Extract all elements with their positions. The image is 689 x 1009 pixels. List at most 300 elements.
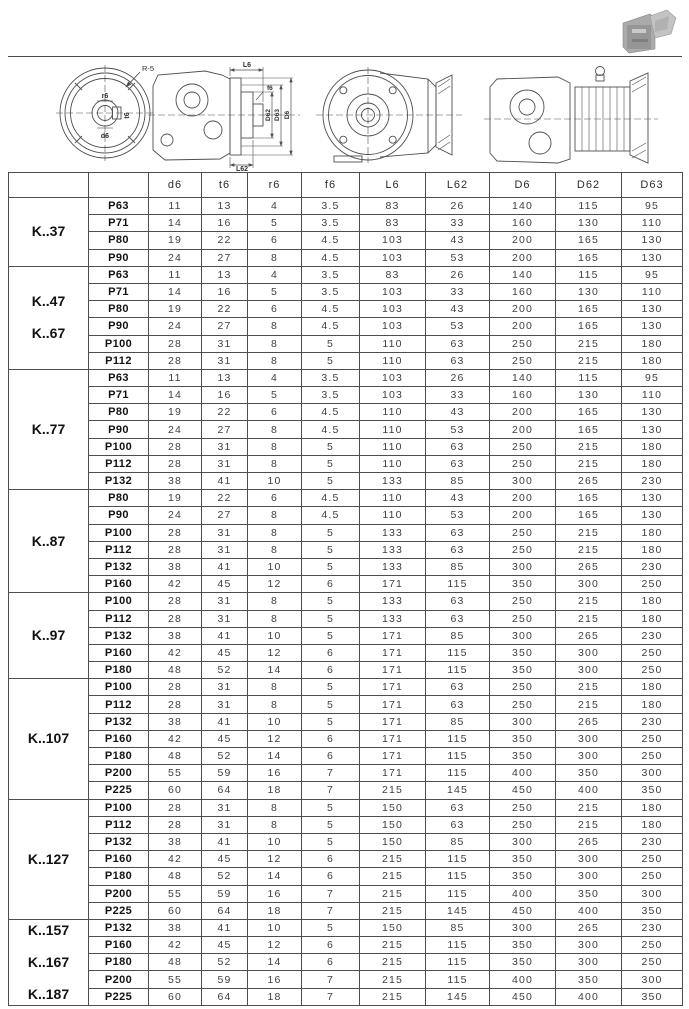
dimension-value-cell: 171 xyxy=(360,730,426,747)
dimension-value-cell: 250 xyxy=(622,954,683,971)
dimension-value-cell: 6 xyxy=(248,404,302,421)
table-row xyxy=(9,868,683,885)
dimension-value-cell: 133 xyxy=(360,593,426,610)
group-label-cell xyxy=(9,919,89,1005)
dimension-value-cell: 5 xyxy=(302,524,360,541)
dimension-value-cell: 48 xyxy=(149,868,202,885)
dimension-value-cell: 5 xyxy=(302,455,360,472)
motor-size-cell: P132 xyxy=(89,558,149,575)
dimension-value-cell: 145 xyxy=(426,902,490,919)
dimension-value-cell: 5 xyxy=(302,541,360,558)
dimension-value-cell: 6 xyxy=(248,490,302,507)
D63-dim-label: D63 xyxy=(274,109,281,121)
dimension-value-cell: 5 xyxy=(302,352,360,369)
dimension-value-cell: 16 xyxy=(248,885,302,902)
dimension-value-cell: 10 xyxy=(248,473,302,490)
dimension-value-cell: 133 xyxy=(360,541,426,558)
dimension-value-cell: 13 xyxy=(202,198,248,215)
dimension-value-cell: 5 xyxy=(302,438,360,455)
dimension-value-cell: 63 xyxy=(426,352,490,369)
dimension-value-cell: 6 xyxy=(302,662,360,679)
dimension-value-cell: 5 xyxy=(302,799,360,816)
dimension-value-cell: 60 xyxy=(149,782,202,799)
table-row xyxy=(9,404,683,421)
dimension-value-cell: 8 xyxy=(248,507,302,524)
dimension-value-cell: 28 xyxy=(149,679,202,696)
dimension-value-cell: 43 xyxy=(426,232,490,249)
motor-size-cell: P160 xyxy=(89,576,149,593)
dimension-value-cell: 115 xyxy=(556,369,622,386)
dimension-value-cell: 26 xyxy=(426,369,490,386)
dimension-value-cell: 180 xyxy=(622,696,683,713)
dimension-value-cell: 22 xyxy=(202,232,248,249)
dimension-value-cell: 31 xyxy=(202,541,248,558)
dimension-value-cell: 140 xyxy=(490,369,556,386)
dimension-value-cell: 215 xyxy=(360,937,426,954)
dimension-value-cell: 350 xyxy=(490,662,556,679)
dimension-value-cell: 171 xyxy=(360,696,426,713)
dimension-value-cell: 110 xyxy=(360,438,426,455)
dimension-value-cell: 3.5 xyxy=(302,387,360,404)
dimension-value-cell: 350 xyxy=(490,576,556,593)
motor-size-cell: P100 xyxy=(89,335,149,352)
dimension-value-cell: 215 xyxy=(556,352,622,369)
dimension-value-cell: 11 xyxy=(149,198,202,215)
dimension-value-cell: 165 xyxy=(556,318,622,335)
motor-size-cell: P100 xyxy=(89,799,149,816)
dimension-value-cell: 10 xyxy=(248,558,302,575)
motor-size-cell: P100 xyxy=(89,438,149,455)
motor-size-cell: P160 xyxy=(89,937,149,954)
dimension-value-cell: 171 xyxy=(360,765,426,782)
dimension-value-cell: 3.5 xyxy=(302,266,360,283)
dimension-value-cell: 400 xyxy=(490,765,556,782)
table-row xyxy=(9,198,683,215)
motor-size-cell: P112 xyxy=(89,541,149,558)
dimension-value-cell: 140 xyxy=(490,198,556,215)
dimension-value-cell: 130 xyxy=(622,318,683,335)
dimension-value-cell: 4.5 xyxy=(302,301,360,318)
table-row xyxy=(9,919,683,936)
dimension-value-cell: 5 xyxy=(248,387,302,404)
dimension-value-cell: 38 xyxy=(149,919,202,936)
dimension-value-cell: 6 xyxy=(302,644,360,661)
dimension-value-cell: 83 xyxy=(360,215,426,232)
dimension-value-cell: 115 xyxy=(556,198,622,215)
table-row xyxy=(9,885,683,902)
dimension-value-cell: 5 xyxy=(302,919,360,936)
dimension-value-cell: 42 xyxy=(149,937,202,954)
dimension-value-cell: 350 xyxy=(622,988,683,1005)
motor-size-cell: P80 xyxy=(89,404,149,421)
L6-dim-label: L6 xyxy=(242,62,252,69)
r6-dim-label: r6 xyxy=(101,93,109,100)
column-header: d6 xyxy=(149,173,202,198)
table-row xyxy=(9,335,683,352)
dimension-value-cell: 215 xyxy=(360,988,426,1005)
dimension-value-cell: 110 xyxy=(360,421,426,438)
group-label: K..37 xyxy=(31,223,66,240)
dimension-value-cell: 5 xyxy=(302,713,360,730)
dimension-value-cell: 103 xyxy=(360,249,426,266)
table-row xyxy=(9,748,683,765)
dimension-value-cell: 8 xyxy=(248,679,302,696)
dimension-value-cell: 28 xyxy=(149,610,202,627)
dimension-value-cell: 110 xyxy=(360,455,426,472)
dimension-value-cell: 215 xyxy=(360,954,426,971)
dimension-value-cell: 48 xyxy=(149,748,202,765)
dimension-value-cell: 6 xyxy=(302,730,360,747)
flange-callout-label: R-5 xyxy=(142,64,155,73)
dimension-value-cell: 350 xyxy=(556,765,622,782)
dimension-value-cell: 350 xyxy=(490,868,556,885)
dimension-value-cell: 133 xyxy=(360,610,426,627)
dimension-value-cell: 250 xyxy=(490,438,556,455)
table-row xyxy=(9,799,683,816)
dimension-value-cell: 115 xyxy=(426,730,490,747)
dimension-value-cell: 31 xyxy=(202,610,248,627)
motor-size-cell: P180 xyxy=(89,748,149,765)
dimension-value-cell: 43 xyxy=(426,301,490,318)
group-label: K..127 xyxy=(27,850,70,867)
dimension-value-cell: 41 xyxy=(202,833,248,850)
dimension-value-cell: 19 xyxy=(149,404,202,421)
dimension-value-cell: 110 xyxy=(622,215,683,232)
motor-size-cell: P100 xyxy=(89,593,149,610)
dimension-value-cell: 115 xyxy=(426,765,490,782)
dimension-value-cell: 31 xyxy=(202,679,248,696)
dimension-value-cell: 10 xyxy=(248,713,302,730)
dimension-value-cell: 7 xyxy=(302,885,360,902)
dimension-value-cell: 28 xyxy=(149,335,202,352)
dimension-value-cell: 95 xyxy=(622,198,683,215)
dimension-value-cell: 215 xyxy=(556,799,622,816)
dimension-value-cell: 215 xyxy=(556,696,622,713)
dimension-value-cell: 55 xyxy=(149,971,202,988)
dimension-value-cell: 110 xyxy=(360,490,426,507)
dimension-value-cell: 16 xyxy=(202,283,248,300)
motor-size-cell: P71 xyxy=(89,283,149,300)
dimension-value-cell: 5 xyxy=(248,283,302,300)
table-row xyxy=(9,730,683,747)
dimension-value-cell: 8 xyxy=(248,593,302,610)
dimension-value-cell: 171 xyxy=(360,627,426,644)
dimension-value-cell: 28 xyxy=(149,524,202,541)
dimension-value-cell: 53 xyxy=(426,318,490,335)
dimension-value-cell: 26 xyxy=(426,266,490,283)
dimension-value-cell: 12 xyxy=(248,644,302,661)
dimension-value-cell: 53 xyxy=(426,249,490,266)
table-row xyxy=(9,438,683,455)
dimension-value-cell: 150 xyxy=(360,799,426,816)
table-row xyxy=(9,215,683,232)
dimension-value-cell: 130 xyxy=(622,249,683,266)
motor-size-cell: P160 xyxy=(89,644,149,661)
dimension-value-cell: 6 xyxy=(302,937,360,954)
motor-side-view-drawing xyxy=(484,67,658,164)
dimension-value-cell: 4 xyxy=(248,198,302,215)
dimension-value-cell: 7 xyxy=(302,988,360,1005)
dimension-value-cell: 45 xyxy=(202,576,248,593)
dimension-value-cell: 3.5 xyxy=(302,283,360,300)
dimension-value-cell: 215 xyxy=(556,455,622,472)
dimension-value-cell: 250 xyxy=(622,868,683,885)
dimension-value-cell: 33 xyxy=(426,215,490,232)
dimension-value-cell: 31 xyxy=(202,816,248,833)
dimension-value-cell: 28 xyxy=(149,696,202,713)
table-row xyxy=(9,937,683,954)
dimension-value-cell: 85 xyxy=(426,919,490,936)
dimension-value-cell: 59 xyxy=(202,971,248,988)
motor-size-cell: P200 xyxy=(89,971,149,988)
dimension-value-cell: 350 xyxy=(556,885,622,902)
table-row xyxy=(9,713,683,730)
dimension-value-cell: 250 xyxy=(622,937,683,954)
dimension-value-cell: 300 xyxy=(556,576,622,593)
column-header: f6 xyxy=(302,173,360,198)
dimension-value-cell: 48 xyxy=(149,954,202,971)
dimension-value-cell: 250 xyxy=(490,816,556,833)
dimension-value-cell: 38 xyxy=(149,558,202,575)
dimension-value-cell: 180 xyxy=(622,593,683,610)
dimension-value-cell: 265 xyxy=(556,919,622,936)
dimension-value-cell: 8 xyxy=(248,438,302,455)
table-row xyxy=(9,524,683,541)
dimension-value-cell: 250 xyxy=(490,696,556,713)
motor-size-cell: P180 xyxy=(89,868,149,885)
dimension-value-cell: 180 xyxy=(622,335,683,352)
dimension-value-cell: 3.5 xyxy=(302,369,360,386)
dimension-value-cell: 6 xyxy=(302,868,360,885)
dimension-value-cell: 250 xyxy=(490,455,556,472)
dimension-value-cell: 230 xyxy=(622,833,683,850)
dimension-value-cell: 250 xyxy=(622,662,683,679)
table-row xyxy=(9,455,683,472)
dimension-value-cell: 63 xyxy=(426,593,490,610)
dimension-value-cell: 400 xyxy=(556,988,622,1005)
dimension-value-cell: 130 xyxy=(622,490,683,507)
dimension-value-cell: 28 xyxy=(149,455,202,472)
dimension-value-cell: 31 xyxy=(202,455,248,472)
dimension-value-cell: 115 xyxy=(426,971,490,988)
dimension-value-cell: 52 xyxy=(202,662,248,679)
t6-dim-label: t6 xyxy=(124,112,131,119)
dimension-value-cell: 130 xyxy=(622,301,683,318)
dimension-value-cell: 215 xyxy=(360,971,426,988)
dimension-value-cell: 115 xyxy=(556,266,622,283)
group-label-cell xyxy=(9,369,89,489)
dimension-value-cell: 300 xyxy=(622,971,683,988)
dimension-value-cell: 5 xyxy=(302,833,360,850)
dimension-value-cell: 160 xyxy=(490,283,556,300)
dimension-value-cell: 41 xyxy=(202,558,248,575)
dimension-value-cell: 103 xyxy=(360,283,426,300)
dimension-value-cell: 165 xyxy=(556,421,622,438)
motor-size-cell: P71 xyxy=(89,387,149,404)
column-header: D62 xyxy=(556,173,622,198)
dimension-value-cell: 5 xyxy=(302,696,360,713)
dimension-value-cell: 130 xyxy=(556,387,622,404)
header-divider xyxy=(8,56,682,57)
dimension-value-cell: 110 xyxy=(622,387,683,404)
table-row xyxy=(9,490,683,507)
dimension-value-cell: 4.5 xyxy=(302,318,360,335)
dimension-value-cell: 350 xyxy=(622,902,683,919)
dimension-value-cell: 3.5 xyxy=(302,198,360,215)
dimension-value-cell: 130 xyxy=(622,421,683,438)
dimension-value-cell: 165 xyxy=(556,404,622,421)
dimension-value-cell: 7 xyxy=(302,765,360,782)
d6-dim-label: d6 xyxy=(100,133,110,140)
dimension-value-cell: 200 xyxy=(490,421,556,438)
dimension-value-cell: 5 xyxy=(302,335,360,352)
dimension-value-cell: 200 xyxy=(490,318,556,335)
dimension-value-cell: 85 xyxy=(426,627,490,644)
dimension-value-cell: 300 xyxy=(622,765,683,782)
dimension-value-cell: 300 xyxy=(490,919,556,936)
dimension-value-cell: 300 xyxy=(556,644,622,661)
dimension-value-cell: 11 xyxy=(149,266,202,283)
dimension-value-cell: 6 xyxy=(302,748,360,765)
dimension-value-cell: 7 xyxy=(302,902,360,919)
motor-size-cell: P112 xyxy=(89,352,149,369)
dimension-value-cell: 16 xyxy=(202,215,248,232)
table-row xyxy=(9,954,683,971)
dimension-value-cell: 115 xyxy=(426,851,490,868)
motor-size-cell: P90 xyxy=(89,249,149,266)
L62-dim-label: L62 xyxy=(235,166,249,172)
motor-size-cell: P80 xyxy=(89,490,149,507)
dimension-value-cell: 27 xyxy=(202,507,248,524)
dimension-value-cell: 3.5 xyxy=(302,215,360,232)
dimension-value-cell: 5 xyxy=(302,816,360,833)
dimension-value-cell: 180 xyxy=(622,610,683,627)
dimension-value-cell: 24 xyxy=(149,507,202,524)
dimension-value-cell: 83 xyxy=(360,266,426,283)
dimension-value-cell: 13 xyxy=(202,266,248,283)
dimension-value-cell: 215 xyxy=(556,541,622,558)
group-label-cell xyxy=(9,266,89,369)
dimension-value-cell: 265 xyxy=(556,627,622,644)
dimension-value-cell: 230 xyxy=(622,919,683,936)
dimension-value-cell: 63 xyxy=(426,455,490,472)
dimension-value-cell: 115 xyxy=(426,662,490,679)
dimension-value-cell: 60 xyxy=(149,902,202,919)
dimension-value-cell: 180 xyxy=(622,799,683,816)
dimension-value-cell: 60 xyxy=(149,988,202,1005)
dimension-value-cell: 230 xyxy=(622,627,683,644)
dimension-value-cell: 8 xyxy=(248,799,302,816)
dimension-value-cell: 145 xyxy=(426,782,490,799)
table-row xyxy=(9,627,683,644)
column-header: L6 xyxy=(360,173,426,198)
dimension-value-cell: 250 xyxy=(490,524,556,541)
group-label: K..67 xyxy=(31,325,66,342)
dimension-value-cell: 115 xyxy=(426,576,490,593)
group-label: K..87 xyxy=(31,532,66,549)
dimension-value-cell: 4.5 xyxy=(302,490,360,507)
dimension-value-cell: 265 xyxy=(556,558,622,575)
dimension-value-cell: 200 xyxy=(490,232,556,249)
dimension-value-cell: 28 xyxy=(149,352,202,369)
dimension-value-cell: 8 xyxy=(248,335,302,352)
table-row xyxy=(9,782,683,799)
dimension-value-cell: 6 xyxy=(302,851,360,868)
dimension-value-cell: 350 xyxy=(490,851,556,868)
dimension-value-cell: 200 xyxy=(490,301,556,318)
dimension-value-cell: 14 xyxy=(149,387,202,404)
dimension-value-cell: 18 xyxy=(248,988,302,1005)
dimension-value-cell: 5 xyxy=(302,473,360,490)
table-row xyxy=(9,833,683,850)
table-row xyxy=(9,301,683,318)
column-header: t6 xyxy=(202,173,248,198)
dimension-value-cell: 103 xyxy=(360,301,426,318)
dimension-value-cell: 180 xyxy=(622,816,683,833)
dimension-value-cell: 31 xyxy=(202,352,248,369)
table-row xyxy=(9,421,683,438)
dimension-value-cell: 18 xyxy=(248,782,302,799)
dimension-value-cell: 300 xyxy=(490,627,556,644)
dimension-value-cell: 14 xyxy=(248,662,302,679)
dimension-value-cell: 215 xyxy=(556,524,622,541)
motor-size-cell: P180 xyxy=(89,954,149,971)
table-row xyxy=(9,610,683,627)
motor-size-cell: P160 xyxy=(89,730,149,747)
dimension-value-cell: 300 xyxy=(556,748,622,765)
dimension-value-cell: 171 xyxy=(360,576,426,593)
dimension-value-cell: 53 xyxy=(426,507,490,524)
dimension-value-cell: 64 xyxy=(202,782,248,799)
dimension-value-cell: 41 xyxy=(202,919,248,936)
dimension-value-cell: 350 xyxy=(490,954,556,971)
dimension-value-cell: 19 xyxy=(149,232,202,249)
dimension-value-cell: 265 xyxy=(556,713,622,730)
dimension-value-cell: 165 xyxy=(556,490,622,507)
dimension-value-cell: 42 xyxy=(149,851,202,868)
dimension-value-cell: 300 xyxy=(490,473,556,490)
group-label: K..47 xyxy=(31,293,66,310)
dimension-value-cell: 300 xyxy=(556,868,622,885)
dimension-value-cell: 115 xyxy=(426,885,490,902)
group-label: K..187 xyxy=(27,985,70,1002)
dimension-value-cell: 42 xyxy=(149,730,202,747)
dimension-value-cell: 38 xyxy=(149,473,202,490)
dimension-value-cell: 130 xyxy=(622,507,683,524)
dimension-value-cell: 53 xyxy=(426,421,490,438)
dimension-value-cell: 8 xyxy=(248,318,302,335)
dimension-value-cell: 110 xyxy=(360,404,426,421)
dimension-value-cell: 250 xyxy=(622,730,683,747)
dimension-table xyxy=(8,172,683,1006)
dimension-value-cell: 250 xyxy=(490,799,556,816)
dimension-value-cell: 31 xyxy=(202,335,248,352)
corner-cell-group xyxy=(9,173,89,198)
motor-size-cell: P90 xyxy=(89,421,149,438)
table-row xyxy=(9,352,683,369)
group-label-cell xyxy=(9,593,89,679)
group-label: K..97 xyxy=(31,627,66,644)
dimension-value-cell: 5 xyxy=(302,558,360,575)
dimension-value-cell: 150 xyxy=(360,816,426,833)
dimension-value-cell: 215 xyxy=(556,335,622,352)
dimension-value-cell: 85 xyxy=(426,473,490,490)
motor-size-cell: P112 xyxy=(89,696,149,713)
group-label: K..107 xyxy=(27,730,70,747)
dimension-value-cell: 10 xyxy=(248,627,302,644)
dimension-value-cell: 63 xyxy=(426,541,490,558)
group-label: K..77 xyxy=(31,421,66,438)
